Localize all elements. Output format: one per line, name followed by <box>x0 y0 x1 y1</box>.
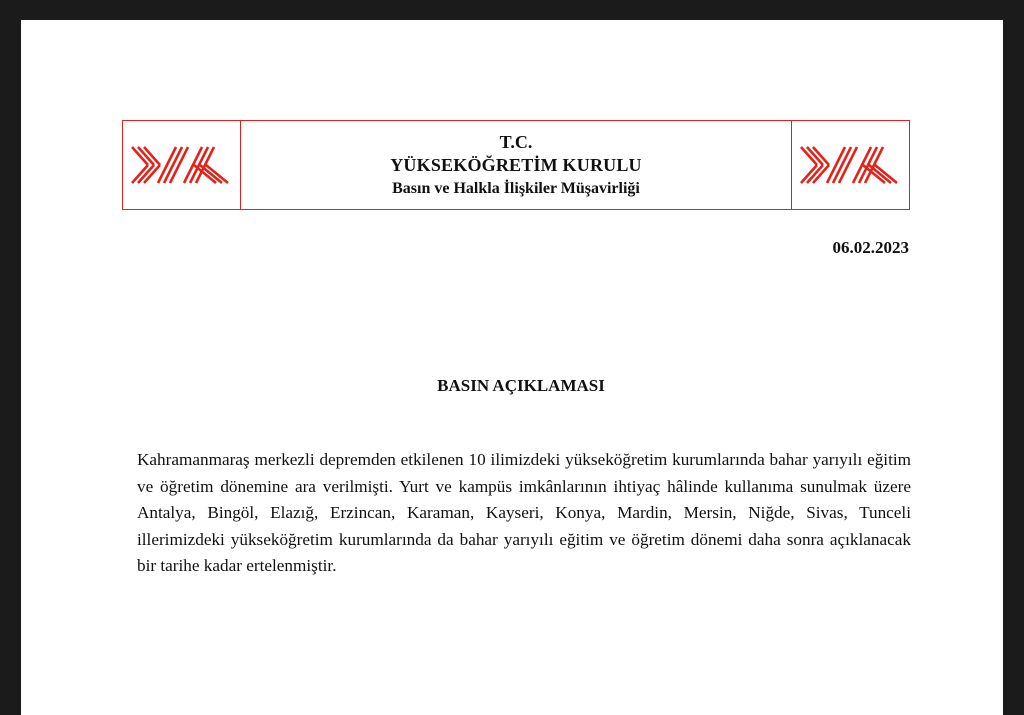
document-body: Kahramanmaraş merkezli depremden etkilenen 10 ilimizdeki yükseköğretim kurumlarında bahar yarıyılı eğitim ve öğretim dönemine ara verilmişti. Yurt ve kampüs imkânlarının ihtiyaç hâlinde kullanıma sunulmak üzere Antalya, Bingöl, Elazığ, Erzincan, Karaman, Kayseri, Konya, Mardin, Mersin, Niğde, Sivas, Tunceli illerimizdeki yükseköğretim kurumlarında da bahar yarıyılı eğitim ve öğretim dönemi daha sonra açıklanacak bir tarihe kadar ertelenmiştir. <box>137 450 911 575</box>
header-institution: YÜKSEKÖĞRETİM KURULU <box>390 154 642 175</box>
yok-logo-icon <box>128 143 236 187</box>
letterhead-text <box>241 121 791 209</box>
letterhead <box>122 120 910 210</box>
document-title: BASIN AÇIKLAMASI <box>437 376 605 395</box>
yok-logo-icon <box>797 143 905 187</box>
letterhead-logo-right <box>791 121 909 209</box>
header-republic: T.C. <box>499 131 533 152</box>
document-date: 06.02.2023 <box>832 238 909 257</box>
document-page <box>21 20 1003 715</box>
header-department: Basın ve Halkla İlişkiler Müşavirliği <box>392 179 640 197</box>
letterhead-logo-left <box>123 121 241 209</box>
